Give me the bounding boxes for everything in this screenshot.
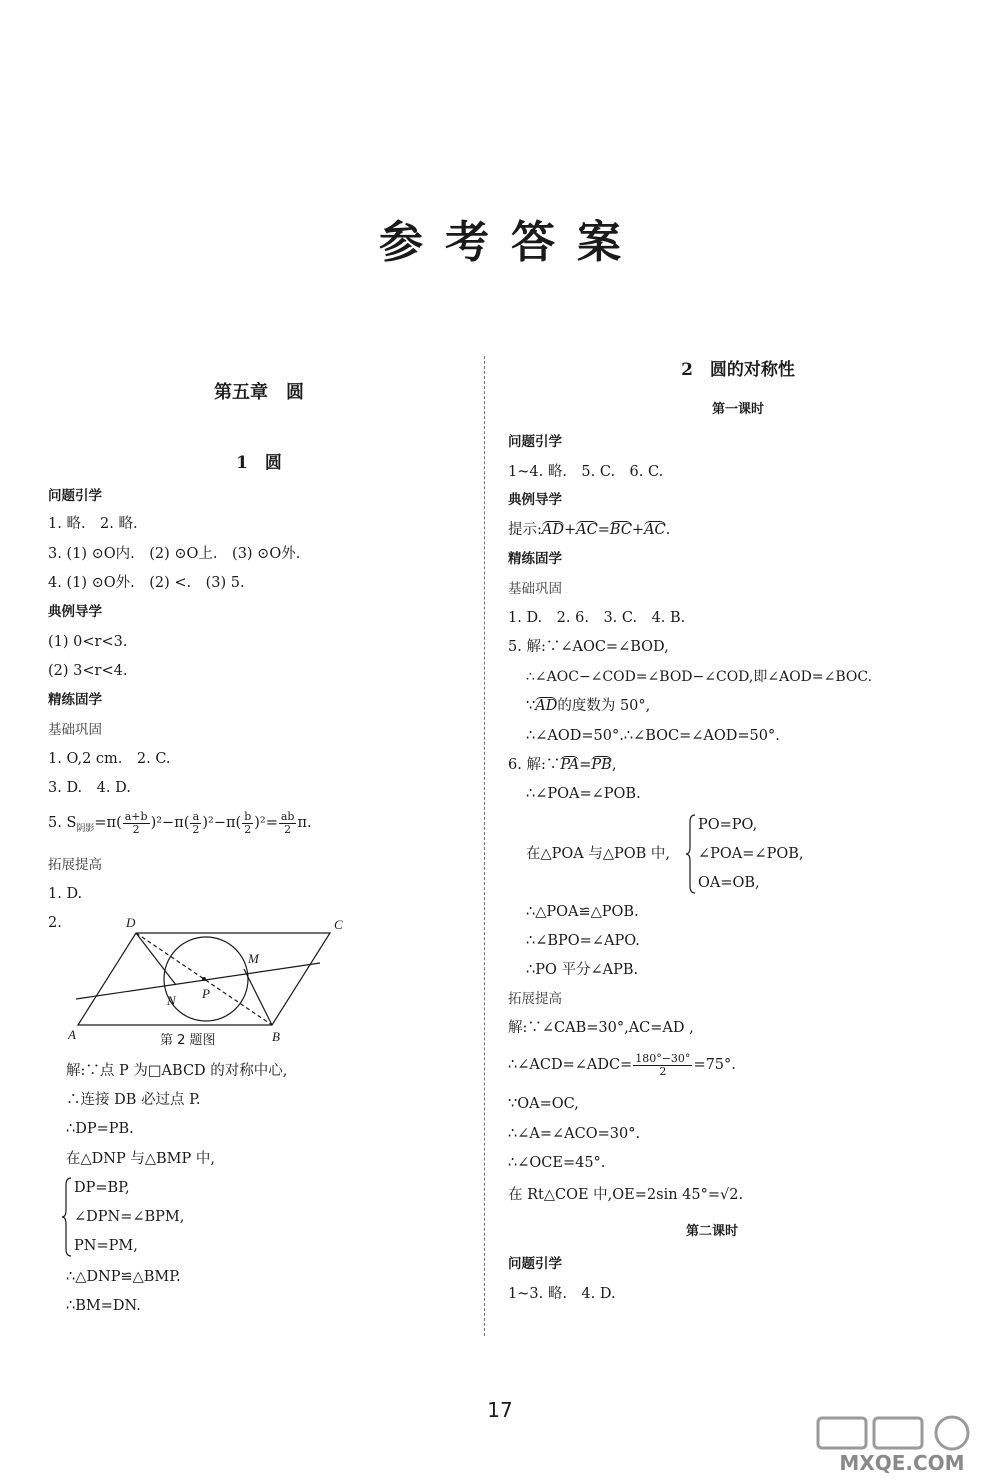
page-number: 17: [487, 1398, 513, 1422]
fraction: [242, 811, 253, 836]
answer-line: 1~4. 略. 5. C. 6. C.: [508, 464, 664, 480]
answer-line: ∴∠POA=∠POB.: [526, 786, 641, 802]
formula-text: )²−π(: [202, 815, 242, 831]
answer-line: [508, 755, 616, 775]
jinglian-heading: 精练固学: [48, 692, 102, 708]
arc-bc: BC: [609, 522, 632, 538]
answer-line: (1) 0<r<3.: [48, 634, 128, 650]
denominator: 2: [192, 822, 200, 836]
label-p: P: [202, 986, 210, 1001]
arc-ac: AC: [644, 522, 666, 538]
system-line: PN=PM,: [74, 1238, 138, 1254]
solution-line: ∴DP=PB.: [66, 1121, 134, 1137]
answer-line: 解:∵∠CAB=30°,AC=AD ,: [508, 1020, 694, 1036]
answer-text: ∵: [526, 698, 536, 714]
chapter-heading: 第五章 圆: [214, 382, 304, 403]
answer-line: 3. (1) ⊙O内. (2) ⊙O上. (3) ⊙O外.: [48, 546, 301, 562]
label-m: M: [248, 951, 259, 966]
hint-text: .: [665, 522, 671, 538]
point-p: [202, 977, 206, 981]
solution-line: 解:∵点 P 为□ABCD 的对称中心,: [66, 1063, 288, 1079]
dianli-heading: 典例导学: [508, 492, 562, 508]
answer-line: 4. (1) ⊙O外. (2) <. (3) 5.: [48, 575, 245, 591]
label-n: N: [167, 993, 176, 1008]
tuozhan-heading: 拓展提高: [48, 857, 102, 873]
fraction: [190, 811, 201, 836]
brace-icon: [62, 1177, 72, 1257]
solution-line: 在△DNP 与△BMP 中,: [66, 1151, 215, 1167]
formula-text: )²−π(: [150, 815, 190, 831]
answer-text: =: [579, 757, 592, 773]
label-a: A: [68, 1027, 76, 1042]
answer-line: 5. 解:∵∠AOC=∠BOD,: [508, 639, 669, 655]
wenti-heading: 问题引学: [508, 434, 562, 450]
numerator: b: [244, 809, 252, 823]
fraction: [633, 1053, 692, 1078]
answer-line: 1. 略. 2. 略.: [48, 516, 138, 532]
wenti-heading: 问题引学: [508, 1256, 562, 1272]
numerator: 180°−30°: [635, 1051, 691, 1065]
answer-line: ∴△POA≌△POB.: [526, 904, 639, 920]
answer-line: 1. O,2 cm. 2. C.: [48, 751, 171, 767]
watermark-logo: [812, 1414, 992, 1476]
system-line: DP=BP,: [74, 1180, 130, 1196]
denominator: 2: [659, 1064, 667, 1078]
formula-line: [48, 808, 312, 844]
arc-ad: AD: [535, 698, 558, 714]
jichu-heading: 基础巩固: [508, 581, 562, 597]
segment-dn: [136, 933, 176, 985]
answer-line: 在△POA 与△POB 中,: [526, 846, 671, 862]
arc-pb: PB: [591, 757, 612, 773]
system-line: OA=OB,: [698, 875, 760, 891]
label-d: D: [126, 915, 136, 930]
hint-text: 提示:: [508, 522, 542, 538]
answer-line: [526, 696, 650, 716]
hint-line: [508, 520, 670, 540]
arc-ad: AD: [541, 522, 564, 538]
answer-line: ∴∠AOD=50°.∴∠BOC=∠AOD=50°.: [526, 728, 780, 744]
answer-line: 1~3. 略. 4. D.: [508, 1286, 616, 1302]
answer-text: =75°.: [693, 1057, 736, 1073]
lesson-heading: 第一课时: [711, 402, 764, 417]
hint-text: =: [597, 522, 610, 538]
hint-text: +: [564, 522, 577, 538]
line-mn: [76, 963, 320, 999]
tuozhan-heading: 拓展提高: [508, 991, 562, 1007]
wenti-heading: 问题引学: [48, 488, 102, 504]
column-divider: [484, 356, 485, 1336]
solution-line: ∴BM=DN.: [66, 1298, 141, 1314]
figure-caption: 第 2 题图: [160, 1033, 216, 1048]
answer-text: ,: [611, 757, 617, 773]
solution-line: ∴△DNP≌△BMP.: [66, 1269, 181, 1285]
arc-pa: PA: [560, 757, 580, 773]
system-line: ∠DPN=∠BPM,: [74, 1209, 185, 1225]
section-heading: 1 圆: [236, 453, 282, 473]
formula-text: )²=: [254, 815, 278, 831]
numerator: a+b: [124, 809, 148, 823]
answer-line: 在 Rt△COE 中,OE=2sin 45°=√2.: [508, 1187, 744, 1203]
lesson-heading: 第二课时: [685, 1224, 738, 1239]
formula-text: =π(: [94, 815, 122, 831]
answer-text: ∴∠ACD=∠ADC=: [508, 1057, 633, 1073]
parallelogram-circle-figure: [68, 913, 358, 1043]
answer-line: ∴∠A=∠ACO=30°.: [508, 1126, 641, 1142]
answer-text: 6. 解:∵: [508, 757, 561, 773]
arc-ac: AC: [576, 522, 598, 538]
answer-line: ∴∠BPO=∠APO.: [526, 933, 640, 949]
answer-text: 的度数为 50°,: [557, 698, 651, 714]
jichu-heading: 基础巩固: [48, 722, 102, 738]
system-line: ∠POA=∠POB,: [698, 846, 804, 862]
formula-subscript: 阴影: [76, 823, 95, 834]
section-heading: 2 圆的对称性: [681, 360, 795, 380]
denominator: 2: [244, 822, 252, 836]
denominator: 2: [284, 822, 292, 836]
answer-line: 1. D.: [48, 886, 83, 902]
hint-text: +: [631, 522, 645, 538]
answer-line: 3. D. 4. D.: [48, 780, 131, 796]
answer-line: (2) 3<r<4.: [48, 663, 128, 679]
numerator: a: [190, 811, 201, 824]
answer-line: [508, 1048, 736, 1082]
formula-text: π.: [297, 815, 312, 831]
fraction: [279, 811, 297, 836]
answer-line: ∴∠OCE=45°.: [508, 1155, 606, 1171]
formula-text: 5. S: [48, 815, 77, 831]
answer-line: 1. D. 2. 6. 3. C. 4. B.: [508, 610, 686, 626]
watermark-text: MXQE.COM: [839, 1451, 965, 1475]
label-c: C: [334, 917, 343, 932]
answer-line: ∵OA=OC,: [508, 1096, 579, 1112]
system-line: PO=PO,: [698, 817, 758, 833]
solution-line: ∴连接 DB 必过点 P.: [66, 1092, 201, 1108]
numerator: ab: [280, 809, 295, 823]
fraction: [123, 811, 150, 836]
answer-line: 2.: [48, 915, 62, 931]
answer-line: ∴PO 平分∠APB.: [526, 962, 639, 978]
answer-line: ∴∠AOC−∠COD=∠BOD−∠COD,即∠AOD=∠BOC.: [526, 669, 873, 685]
jinglian-heading: 精练固学: [508, 551, 562, 567]
page-title: 参考答案: [379, 217, 643, 268]
segment-mb: [244, 969, 272, 1025]
brace-icon: [686, 814, 696, 894]
denominator: 2: [132, 822, 140, 836]
label-b: B: [272, 1029, 280, 1043]
dianli-heading: 典例导学: [48, 604, 102, 620]
